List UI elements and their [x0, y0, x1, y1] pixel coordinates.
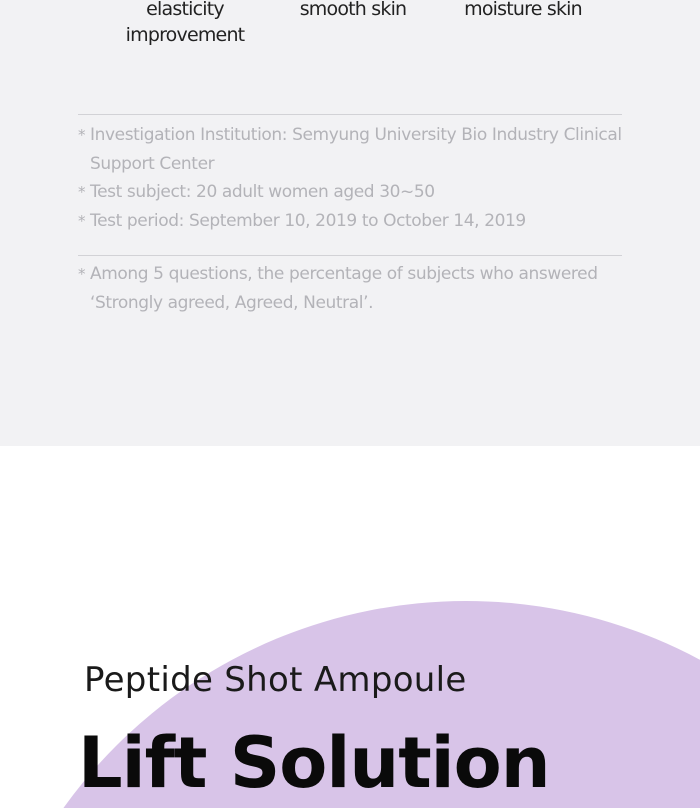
- benefit-label: moisture skin: [464, 0, 582, 20]
- survey-notes: [78, 260, 626, 317]
- benefit-label: elasticity: [146, 0, 224, 20]
- survey-note: * Among 5 questions, the percentage of subjects who answered ‘Strongly agreed, Agreed, Neutral’.: [78, 260, 626, 317]
- study-note-institution: * Investigation Institution: Semyung University Bio Industry Clinical Support Center: [78, 121, 626, 178]
- benefit-smooth-skin: [263, 0, 443, 22]
- study-note-period: * Test period: September 10, 2019 to October 14, 2019: [78, 207, 626, 236]
- study-notes: [78, 121, 626, 235]
- divider: [78, 255, 622, 256]
- product-headline: Lift Solution: [78, 722, 550, 804]
- product-subtitle: Peptide Shot Ampoule: [84, 660, 467, 700]
- benefit-label: smooth skin: [299, 0, 407, 20]
- benefit-moisture-skin: [433, 0, 613, 22]
- benefit-label: improvement: [125, 24, 245, 46]
- study-note-subject: * Test subject: 20 adult women aged 30~50: [78, 178, 626, 207]
- divider: [78, 114, 622, 115]
- benefit-elasticity: [95, 0, 275, 48]
